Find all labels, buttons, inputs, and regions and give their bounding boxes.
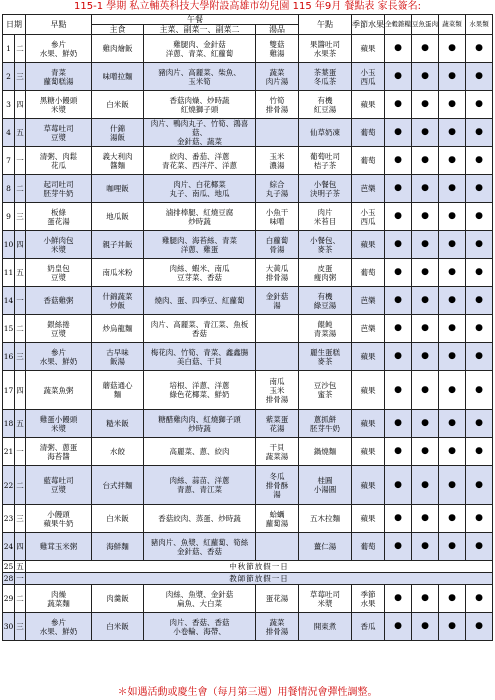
lunch-main-cell: 糙米飯 bbox=[92, 410, 144, 438]
grain-check: ● bbox=[385, 315, 412, 343]
date-cell: 22 bbox=[3, 466, 15, 505]
fruit-cell: 蘋果 bbox=[352, 35, 385, 63]
fruit-cell: 蘋果 bbox=[352, 231, 385, 259]
date-cell: 8 bbox=[3, 175, 15, 203]
fruit-check: ● bbox=[466, 533, 493, 561]
snack-cell: 餛飩 青菜湯 bbox=[299, 315, 352, 343]
lunch-soup-cell bbox=[256, 119, 299, 147]
lunch-soup-cell: 金針菇 湯 bbox=[256, 287, 299, 315]
vegetable-check: ● bbox=[439, 175, 466, 203]
weekday-cell: 四 bbox=[15, 91, 26, 119]
header-protein: 豆魚蛋肉 bbox=[412, 15, 439, 35]
date-cell: 3 bbox=[3, 91, 15, 119]
date-cell: 14 bbox=[3, 287, 15, 315]
fruit-cell: 蘋果 bbox=[352, 91, 385, 119]
lunch-soup-cell: 蛤蠣 蘿蔔湯 bbox=[256, 505, 299, 533]
lunch-soup-cell: 竹筍 排骨湯 bbox=[256, 91, 299, 119]
date-cell: 28 bbox=[3, 574, 14, 583]
weekday-cell: 一 bbox=[16, 574, 24, 583]
grain-check: ● bbox=[385, 231, 412, 259]
breakfast-cell: 參片 水果、鮮奶 bbox=[26, 343, 92, 371]
grain-check: ● bbox=[385, 343, 412, 371]
lunch-main-cell: 什錦 湯飯 bbox=[92, 119, 144, 147]
date-cell: 1 bbox=[3, 35, 15, 63]
grain-check: ● bbox=[385, 35, 412, 63]
grain-check: ● bbox=[385, 505, 412, 533]
snack-cell: 草莓吐司 米漿 bbox=[299, 585, 352, 613]
breakfast-cell: 蔬菜魚粥 bbox=[26, 371, 92, 410]
date-cell: 7 bbox=[3, 147, 15, 175]
snack-cell: 茶葉蛋 冬瓜茶 bbox=[299, 63, 352, 91]
protein-check: ● bbox=[412, 585, 439, 613]
protein-check: ● bbox=[412, 466, 439, 505]
grain-check: ● bbox=[385, 259, 412, 287]
vegetable-check: ● bbox=[439, 119, 466, 147]
lunch-dish-cell: 滷排棒腿、紅燒豆腐 炒時蔬 bbox=[144, 203, 256, 231]
protein-check: ● bbox=[412, 203, 439, 231]
lunch-main-cell: 雞肉燴飯 bbox=[92, 35, 144, 63]
date-cell: 2 bbox=[3, 63, 15, 91]
fruit-cell: 小玉 西瓜 bbox=[352, 203, 385, 231]
lunch-dish-cell: 培根、洋蔥、洋蔥 綠色花椰菜、鮮奶 bbox=[144, 371, 256, 410]
date-cell: 11 bbox=[3, 259, 15, 287]
protein-check: ● bbox=[412, 175, 439, 203]
holiday-cell: 教師節放假一日 bbox=[26, 573, 493, 585]
date-cell: 30 bbox=[3, 613, 15, 641]
header-breakfast: 早點 bbox=[26, 15, 92, 35]
table-row bbox=[3, 505, 493, 533]
breakfast-cell: 小鮮肉包 米漿 bbox=[26, 231, 92, 259]
grain-check: ● bbox=[385, 613, 412, 641]
header-grain: 全穀雜糧 bbox=[385, 15, 412, 35]
breakfast-cell: 清粥、蔥蛋 海苔醬 bbox=[26, 438, 92, 466]
snack-cell: 蔥抓餅 胚芽牛奶 bbox=[299, 410, 352, 438]
protein-check: ● bbox=[412, 63, 439, 91]
fruit-cell: 蘋果 bbox=[352, 438, 385, 466]
date-cell: 18 bbox=[3, 410, 15, 438]
weekday-cell: 一 bbox=[15, 147, 26, 175]
fruit-check: ● bbox=[466, 613, 493, 641]
table-row bbox=[3, 573, 493, 585]
protein-check: ● bbox=[412, 231, 439, 259]
table-row bbox=[3, 287, 493, 315]
lunch-main-cell: 親子丼飯 bbox=[92, 231, 144, 259]
fruit-check: ● bbox=[466, 343, 493, 371]
vegetable-check: ● bbox=[439, 371, 466, 410]
protein-check: ● bbox=[412, 259, 439, 287]
fruit-check: ● bbox=[466, 410, 493, 438]
protein-check: ● bbox=[412, 371, 439, 410]
fruit-check: ● bbox=[466, 203, 493, 231]
lunch-main-cell: 台式拌麵 bbox=[92, 466, 144, 505]
lunch-main-cell: 南瓜米粉 bbox=[92, 259, 144, 287]
protein-check: ● bbox=[412, 613, 439, 641]
fruit-check: ● bbox=[466, 287, 493, 315]
lunch-main-cell: 什錦蔬菜 炒飯 bbox=[92, 287, 144, 315]
fruit-check: ● bbox=[466, 371, 493, 410]
table-row bbox=[3, 259, 493, 287]
table-row bbox=[3, 315, 493, 343]
table-row bbox=[3, 613, 493, 641]
grain-check: ● bbox=[385, 91, 412, 119]
breakfast-cell: 青菜 蘿蔔糕湯 bbox=[26, 63, 92, 91]
breakfast-cell: 藍莓吐司 豆漿 bbox=[26, 466, 92, 505]
snack-cell: 果醬吐司 水果茶 bbox=[299, 35, 352, 63]
table-row bbox=[3, 175, 493, 203]
grain-check: ● bbox=[385, 287, 412, 315]
vegetable-check: ● bbox=[439, 231, 466, 259]
vegetable-check: ● bbox=[439, 259, 466, 287]
weekday-cell: 三 bbox=[15, 343, 26, 371]
lunch-soup-cell: 蔬菜 排骨湯 bbox=[256, 613, 299, 641]
fruit-cell: 蘋果 bbox=[352, 371, 385, 410]
breakfast-cell: 奶皇包 豆漿 bbox=[26, 259, 92, 287]
weekday-cell: 四 bbox=[15, 231, 26, 259]
table-row bbox=[3, 438, 493, 466]
protein-check: ● bbox=[412, 315, 439, 343]
lunch-soup-cell: 蛋花湯 bbox=[256, 585, 299, 613]
snack-cell: 薑仁湯 bbox=[299, 533, 352, 561]
fruit-cell: 蘋果 bbox=[352, 343, 385, 371]
fruit-check: ● bbox=[466, 315, 493, 343]
fruit-check: ● bbox=[466, 35, 493, 63]
vegetable-check: ● bbox=[439, 343, 466, 371]
lunch-dish-cell: 肉絲、蝦米、南瓜 豆芽菜、香菇 bbox=[144, 259, 256, 287]
lunch-main-cell: 海鮮麵 bbox=[92, 533, 144, 561]
holiday-cell: 中秋節放假一日 bbox=[26, 561, 493, 573]
table-row bbox=[3, 343, 493, 371]
lunch-main-cell: 白米飯 bbox=[92, 505, 144, 533]
breakfast-cell: 雞蛋小饅頭 米漿 bbox=[26, 410, 92, 438]
fruit-cell: 蘋果 bbox=[352, 466, 385, 505]
lunch-main-cell: 肉羹飯 bbox=[92, 585, 144, 613]
lunch-main-cell: 炒烏龍麵 bbox=[92, 315, 144, 343]
fruit-cell: 芭樂 bbox=[352, 287, 385, 315]
grain-check: ● bbox=[385, 371, 412, 410]
date-cell: 29 bbox=[3, 585, 15, 613]
weekday-cell: 四 bbox=[15, 371, 26, 410]
menu-table bbox=[2, 14, 493, 641]
table-row bbox=[3, 561, 493, 573]
table-row bbox=[3, 35, 493, 63]
table-row bbox=[3, 119, 493, 147]
menu-body bbox=[3, 35, 493, 641]
vegetable-check: ● bbox=[439, 63, 466, 91]
weekday-cell: 五 bbox=[15, 119, 26, 147]
footer-note: ＊如遇活動或慶生會（每月第三週）用餐情況會彈性調整。 bbox=[117, 687, 378, 698]
fruit-cell: 葡萄 bbox=[352, 259, 385, 287]
vegetable-check: ● bbox=[439, 147, 466, 175]
breakfast-cell: 參片 水果、鮮奶 bbox=[26, 613, 92, 641]
lunch-dish-cell: 肉絲、蒜苗、洋蔥 青蔥、青江菜 bbox=[144, 466, 256, 505]
page-title: 115-1 學期 私立輔英科技大學附設高雄市幼兒園 115 年9月 餐點表 家長簽名: bbox=[74, 1, 421, 12]
table-row bbox=[3, 466, 493, 505]
weekday-cell: 三 bbox=[15, 203, 26, 231]
lunch-dish-cell: 肉片、白花椰菜 丸子、南瓜、地瓜 bbox=[144, 175, 256, 203]
fruit-cell: 葡萄 bbox=[352, 533, 385, 561]
breakfast-cell: 肉燥 蔬菜麵 bbox=[26, 585, 92, 613]
date-cell: 10 bbox=[3, 231, 15, 259]
weekday-cell: 二 bbox=[15, 315, 26, 343]
grain-check: ● bbox=[385, 585, 412, 613]
vegetable-check: ● bbox=[439, 91, 466, 119]
snack-cell: 有機 紅豆湯 bbox=[299, 91, 352, 119]
lunch-dish-cell: 香菇絞肉、蒸蛋、炒時蔬 bbox=[144, 505, 256, 533]
table-row bbox=[3, 63, 493, 91]
weekday-cell: 二 bbox=[15, 35, 26, 63]
header-fruit: 季節水果 bbox=[352, 15, 385, 35]
weekday-cell: 五 bbox=[16, 562, 24, 571]
fruit-cell: 蘋果 bbox=[352, 410, 385, 438]
fruit-check: ● bbox=[466, 438, 493, 466]
grain-check: ● bbox=[385, 147, 412, 175]
weekday-cell: 二 bbox=[15, 585, 26, 613]
table-row bbox=[3, 371, 493, 410]
lunch-dish-cell: 肉絲、魚漿、金針菇 扁魚、大白菜 bbox=[144, 585, 256, 613]
lunch-soup-cell bbox=[256, 533, 299, 561]
vegetable-check: ● bbox=[439, 533, 466, 561]
lunch-dish-cell: 雞腿肉、金針菇 洋蔥、青菜、紅蘿蔔 bbox=[144, 35, 256, 63]
lunch-dish-cell: 肉片、高麗菜、青江菜、魚板 香菇 bbox=[144, 315, 256, 343]
grain-check: ● bbox=[385, 533, 412, 561]
breakfast-cell: 香菇雞粥 bbox=[26, 287, 92, 315]
breakfast-cell: 小饅頭 蘋果牛奶 bbox=[26, 505, 92, 533]
date-cell: 25 bbox=[3, 562, 14, 571]
header-date: 日期 bbox=[3, 15, 26, 35]
lunch-dish-cell: 雞腿肉、海苔絲、青菜 洋蔥、雞蛋 bbox=[144, 231, 256, 259]
lunch-soup-cell: 玉米 濃湯 bbox=[256, 147, 299, 175]
fruit-cell: 小玉 西瓜 bbox=[352, 63, 385, 91]
lunch-dish-cell: 高麗菜、蔥、絞肉 bbox=[144, 438, 256, 466]
weekday-cell: 二 bbox=[15, 466, 26, 505]
table-row bbox=[3, 203, 493, 231]
breakfast-cell: 起司吐司 胚芽牛奶 bbox=[26, 175, 92, 203]
breakfast-cell: 參片 水果、鮮奶 bbox=[26, 35, 92, 63]
grain-check: ● bbox=[385, 63, 412, 91]
snack-cell: 五木拉麵 bbox=[299, 505, 352, 533]
breakfast-cell: 草莓吐司 豆漿 bbox=[26, 119, 92, 147]
fruit-check: ● bbox=[466, 259, 493, 287]
header-vegetable: 蔬菜類 bbox=[439, 15, 466, 35]
weekday-cell: 二 bbox=[15, 175, 26, 203]
vegetable-check: ● bbox=[439, 410, 466, 438]
table-row bbox=[3, 533, 493, 561]
header-lunch-main: 主食 bbox=[92, 25, 144, 35]
lunch-main-cell: 地瓜飯 bbox=[92, 203, 144, 231]
date-cell: 16 bbox=[3, 343, 15, 371]
fruit-cell: 季節 水果 bbox=[352, 585, 385, 613]
table-row bbox=[3, 410, 493, 438]
protein-check: ● bbox=[412, 343, 439, 371]
table-row bbox=[3, 91, 493, 119]
breakfast-cell: 雞茸玉米粥 bbox=[26, 533, 92, 561]
protein-check: ● bbox=[412, 91, 439, 119]
snack-cell: 葡萄吐司 桔子茶 bbox=[299, 147, 352, 175]
table-row bbox=[3, 585, 493, 613]
header-fruit-category: 水果類 bbox=[466, 15, 493, 35]
snack-cell: 鍋燒麵 bbox=[299, 438, 352, 466]
protein-check: ● bbox=[412, 35, 439, 63]
weekday-cell: 五 bbox=[15, 410, 26, 438]
protein-check: ● bbox=[412, 410, 439, 438]
vegetable-check: ● bbox=[439, 585, 466, 613]
weekday-cell: 三 bbox=[15, 63, 26, 91]
lunch-dish-cell: 肉片、鴨肉丸子、竹筍、鴻喜菇、 金針菇、蔬菜 bbox=[144, 119, 256, 147]
date-cell: 23 bbox=[3, 505, 15, 533]
lunch-soup-cell: 白蘿蔔 骨湯 bbox=[256, 231, 299, 259]
header-snack: 午點 bbox=[299, 15, 352, 35]
fruit-cell: 芭樂 bbox=[352, 175, 385, 203]
vegetable-check: ● bbox=[439, 35, 466, 63]
date-cell: 4 bbox=[3, 119, 15, 147]
fruit-check: ● bbox=[466, 119, 493, 147]
date-cell: 15 bbox=[3, 315, 15, 343]
fruit-check: ● bbox=[466, 231, 493, 259]
grain-check: ● bbox=[385, 438, 412, 466]
fruit-check: ● bbox=[466, 505, 493, 533]
lunch-soup-cell: 大黃瓜 排骨湯 bbox=[256, 259, 299, 287]
lunch-dish-cell: 梅花肉、竹筍、青菜、鑫鑫腸 美白菇、干貝 bbox=[144, 343, 256, 371]
lunch-soup-cell: 紫菜蛋 花湯 bbox=[256, 410, 299, 438]
protein-check: ● bbox=[412, 533, 439, 561]
lunch-main-cell: 蘑菇通心 麵 bbox=[92, 371, 144, 410]
lunch-soup-cell: 南瓜 玉米 排骨湯 bbox=[256, 371, 299, 410]
snack-cell: 麗生蛋糕 麥茶 bbox=[299, 343, 352, 371]
lunch-main-cell: 白米飯 bbox=[92, 91, 144, 119]
grain-check: ● bbox=[385, 175, 412, 203]
protein-check: ● bbox=[412, 147, 439, 175]
fruit-check: ● bbox=[466, 91, 493, 119]
vegetable-check: ● bbox=[439, 315, 466, 343]
breakfast-cell: 清粥、肉鬆 花瓜 bbox=[26, 147, 92, 175]
date-cell: 17 bbox=[3, 371, 15, 410]
lunch-soup-cell bbox=[256, 343, 299, 371]
protein-check: ● bbox=[412, 438, 439, 466]
lunch-main-cell: 水餃 bbox=[92, 438, 144, 466]
vegetable-check: ● bbox=[439, 203, 466, 231]
vegetable-check: ● bbox=[439, 505, 466, 533]
lunch-soup-cell: 小魚干 味噌 bbox=[256, 203, 299, 231]
snack-cell: 小餐包、 麥茶 bbox=[299, 231, 352, 259]
weekday-cell: 一 bbox=[15, 438, 26, 466]
snack-cell: 有機 綠豆湯 bbox=[299, 287, 352, 315]
snack-cell: 開東煮 bbox=[299, 613, 352, 641]
breakfast-cell: 銀絲捲 豆漿 bbox=[26, 315, 92, 343]
header-lunch-dish: 主菜、副菜一、副菜二 bbox=[144, 25, 256, 35]
weekday-cell: 三 bbox=[15, 505, 26, 533]
lunch-dish-cell: 肉片、香菇、香菇 小卷輪、海帶、 bbox=[144, 613, 256, 641]
header-lunch: 午餐 bbox=[92, 15, 299, 25]
protein-check: ● bbox=[412, 119, 439, 147]
protein-check: ● bbox=[412, 287, 439, 315]
fruit-cell: 香瓜 bbox=[352, 613, 385, 641]
vegetable-check: ● bbox=[439, 466, 466, 505]
lunch-main-cell: 義大利肉 醬麵 bbox=[92, 147, 144, 175]
lunch-dish-cell: 絞肉、番茄、洋蔥 青花菜、西洋芹、洋蔥 bbox=[144, 147, 256, 175]
weekday-cell: 一 bbox=[15, 287, 26, 315]
lunch-dish-cell: 豬肉片、魚漿、紅蘿蔔、筍絲 金針菇、香菇 bbox=[144, 533, 256, 561]
table-row bbox=[3, 147, 493, 175]
grain-check: ● bbox=[385, 410, 412, 438]
snack-cell: 豆沙包 蜜茶 bbox=[299, 371, 352, 410]
fruit-cell: 葡萄 bbox=[352, 147, 385, 175]
lunch-main-cell: 白米飯 bbox=[92, 613, 144, 641]
snack-cell: 桂圓 小湯圓 bbox=[299, 466, 352, 505]
protein-check: ● bbox=[412, 505, 439, 533]
table-row bbox=[3, 231, 493, 259]
grain-check: ● bbox=[385, 466, 412, 505]
grain-check: ● bbox=[385, 203, 412, 231]
weekday-cell: 五 bbox=[15, 259, 26, 287]
snack-cell: 皮蛋 瘦肉粥 bbox=[299, 259, 352, 287]
fruit-check: ● bbox=[466, 63, 493, 91]
lunch-soup-cell bbox=[256, 315, 299, 343]
lunch-soup-cell: 冬瓜 排骨酥 湯 bbox=[256, 466, 299, 505]
fruit-check: ● bbox=[466, 175, 493, 203]
date-cell: 24 bbox=[3, 533, 15, 561]
lunch-main-cell: 咖哩飯 bbox=[92, 175, 144, 203]
vegetable-check: ● bbox=[439, 613, 466, 641]
snack-cell: 小餐包 決明子茶 bbox=[299, 175, 352, 203]
grain-check: ● bbox=[385, 119, 412, 147]
lunch-dish-cell: 豬肉片、高麗菜、柴魚、 玉米筍 bbox=[144, 63, 256, 91]
lunch-soup-cell: 干貝 蔬菜湯 bbox=[256, 438, 299, 466]
fruit-check: ● bbox=[466, 585, 493, 613]
breakfast-cell: 黑糖小饅頭 米漿 bbox=[26, 91, 92, 119]
lunch-soup-cell: 雙菇 雞湯 bbox=[256, 35, 299, 63]
breakfast-cell: 板條 蛋花湯 bbox=[26, 203, 92, 231]
fruit-cell: 芭樂 bbox=[352, 315, 385, 343]
fruit-cell: 葡萄 bbox=[352, 119, 385, 147]
lunch-soup-cell: 蔬菜 肉片湯 bbox=[256, 63, 299, 91]
lunch-main-cell: 古早味 飯湯 bbox=[92, 343, 144, 371]
vegetable-check: ● bbox=[439, 287, 466, 315]
snack-cell: 仙草奶凍 bbox=[299, 119, 352, 147]
lunch-dish-cell: 燒肉、蛋、四季豆、紅蘿蔔 bbox=[144, 287, 256, 315]
weekday-cell: 四 bbox=[15, 533, 26, 561]
date-cell: 21 bbox=[3, 438, 15, 466]
lunch-dish-cell: 糖醋雞肉肉、紅燒獅子頭 炒時蔬 bbox=[144, 410, 256, 438]
snack-cell: 肉片 米苔目 bbox=[299, 203, 352, 231]
header-lunch-soup: 湯品 bbox=[256, 25, 299, 35]
lunch-soup-cell: 綜合 丸子湯 bbox=[256, 175, 299, 203]
fruit-check: ● bbox=[466, 466, 493, 505]
weekday-cell: 三 bbox=[15, 613, 26, 641]
lunch-dish-cell: 香菇肉燥、炒時蔬 紅燒獅子頭 bbox=[144, 91, 256, 119]
fruit-cell: 蘋果 bbox=[352, 505, 385, 533]
vegetable-check: ● bbox=[439, 438, 466, 466]
fruit-check: ● bbox=[466, 147, 493, 175]
lunch-main-cell: 味噌拉麵 bbox=[92, 63, 144, 91]
date-cell: 9 bbox=[3, 203, 15, 231]
